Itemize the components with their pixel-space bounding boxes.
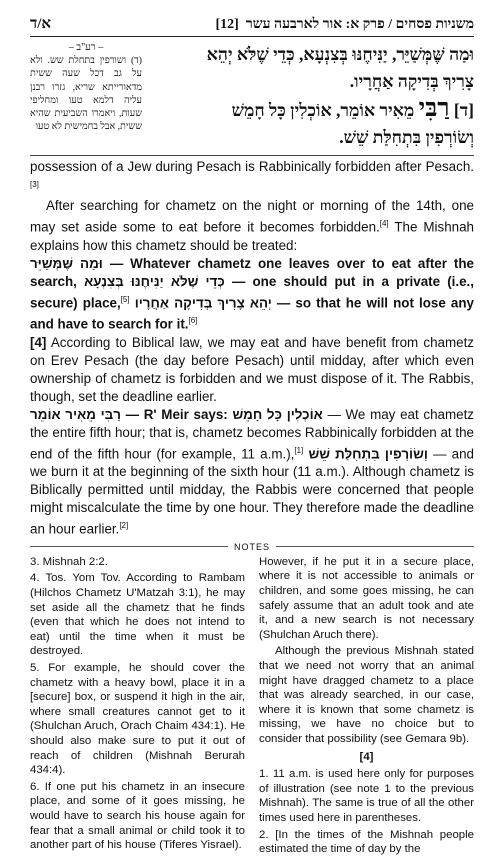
p3-heb-2: כְּדֵי שֶׁלֹּא (170, 273, 225, 289)
hebrew-block (30, 41, 474, 151)
mishnah-line-3 (150, 95, 474, 124)
p5-heb-2: אוֹכְלִין כָּל חָמֵשׁ (232, 406, 323, 422)
p5-t2: — We may eat chametz the entire fifth hour; that is, chametz becomes Rabbinically forbidden at the end of the fifth hour (for example, 11 a.m.), (30, 406, 474, 462)
p5-t3: — and we burn it at the beginning of the sixth hour (11 a.m.). Although chametz is Biblically permitted until midday, the Rabbis were concerned that people might miscalculate the time by one hour. They therefore made the deadline an hour earlier. (30, 446, 474, 537)
notes-section-label: [4] (359, 750, 374, 763)
notes-line-right (276, 546, 474, 547)
running-header (30, 16, 474, 37)
p1-text: possession of a Jew during Pesach is Rabbinically forbidden after Pesach. (30, 159, 474, 174)
p2-text-b: The Mishnah explains how this chametz should be treated: (30, 219, 474, 253)
mishnah-line-2: צָרִיךְ בְּדִיקָה אַחֲרָיו. (349, 71, 474, 91)
note: 2. [In the times of the Mishnah people estimated the time of day by the (259, 828, 474, 856)
raavad-commentary (30, 41, 142, 151)
page-number: [12] (215, 17, 239, 32)
p2-text-a: After searching for chametz on the night or morning of the 14th, one may set aside some to eat before it becomes forbidden. (30, 198, 474, 235)
chapter-mark: א/ד (30, 16, 52, 32)
note: 6. If one put his chametz in an insecure place, and some of it goes missing, he would have to search his house again for fear that a small animal or child took it to another part of his house (Tiferes Yisrael). (30, 780, 245, 852)
mishnah-line-4: וְשׂוֹרְפִין בִּתְחִלַּת שֵׁשׁ. (339, 127, 474, 147)
p3-t2: — one should put in a private (i.e., secure) place, (30, 273, 474, 311)
p3-t4: — so that he will not lose any and have to search for it. (30, 295, 474, 332)
notes-line-left (30, 546, 228, 547)
note: 3. Mishnah 2:2. (30, 555, 108, 568)
note: 5. For example, he should cover the chametz with a heavy bowl, place it in a [secure] box, or suspend it high in the air, where small creatures cannot get to it (Shulchan Aruch, Orach Chaim 434:1). He should also make sure to put it out of reach of children (Mishnah Berurah 434:4). (30, 661, 245, 777)
p3-heb-1: וּמַה שֶּׁמְּשַׁיֵּר (30, 255, 103, 271)
p3-sup-1: [5] (120, 294, 130, 304)
note: Although the previous Mishnah stated that we need not worry that an animal might have dragged chametz to a place that was already searched, in our case, where it is known that some chametz is missing, we have no choice but to consider that possibility (see Gemara 9b). (259, 645, 474, 745)
mishnah-line-1: וּמַה שֶּׁמְּשַׁיֵּר, יַנִּיחֶנּוּ בְּצִנְעָא, כְּדֵי שֶׁלֹּא יְהֵא (206, 44, 474, 64)
translation (30, 155, 474, 539)
notes-label: NOTES (234, 541, 271, 552)
p3-heb-4: יְהֵא צָרִיךְ בְּדִיקָה אַחֲרָיו (134, 295, 272, 311)
p4-text: According to Biblical law, we may eat and have benefit from chametz on Erev Pesach (the day before Pesach) until midday, after which even ownership of chametz is forbidden and we must dispose of it. The Rabbis, though, set the deadline earlier. (30, 334, 474, 404)
mishnah-line-3-text: מֵאִיר אוֹמֵר, אוֹכְלִין כָּל חָמֵשׁ (231, 100, 415, 120)
p3-t1: — Whatever chametz one leaves over to eat after the search, (30, 255, 475, 289)
translation-p2 (30, 197, 474, 254)
running-title (216, 17, 475, 33)
notes-right-column (259, 555, 474, 859)
raavad-label: – רע"ב – (68, 42, 104, 53)
p5-heb-3: וְשׂוֹרְפִין בִּתְחִלַּת שֵׁשׁ (308, 446, 428, 462)
translation-p1 (30, 158, 474, 197)
notes-left-column (30, 555, 245, 859)
note: 4. Tos. Yom Tov. According to Rambam (Hilchos Chametz U'Matzah 3:1), he may set aside all the chametz that he finds (even that which he does not intend to eat) until the time when it must be destroyed. (30, 572, 245, 658)
p1-sup: [3] (30, 180, 39, 189)
notes (30, 555, 474, 859)
p3-sup-2: [6] (188, 316, 198, 326)
p5-sup-1: [1] (294, 445, 304, 455)
note: 1. 11 a.m. is used here only for purposes of illustration (see note 1 to the previous Mishnah). The same is true of all the other times used here in parentheses. (259, 768, 474, 824)
p3-heb-3: יַנִּיחֶנּוּ בְּצִנְעָא (84, 273, 164, 289)
mishnah-section-label: [ד] (453, 100, 474, 120)
p5-t1: — R' Meir says: (120, 406, 233, 422)
mishnah-big-word: רַבִּי (418, 95, 450, 122)
translation-p3 (30, 255, 474, 334)
running-title-text: משניות פסחים / פרק א: אור לארבעה עשר (245, 17, 474, 32)
p2-sup: [4] (379, 219, 389, 229)
p4-label: [4] (30, 334, 47, 350)
notes-divider (30, 542, 474, 552)
p5-heb-1: רַבִּי מֵאִיר אוֹמֵר (30, 406, 121, 422)
raavad-text: (ד) ושורפין בתחלת שש. ולא על גב דכל שעה ששית מדאורייתא שריא, גזרו רבנן עליה דלמא טעו ומחליפי שעות, ויאמרו השביעית שהיא ששית, אבל בחמישית לא טעו (30, 55, 142, 133)
translation-p4 (30, 334, 474, 406)
translation-p5 (30, 406, 474, 539)
p5-sup-2: [2] (119, 521, 129, 531)
mishnah-hebrew (150, 41, 474, 151)
note: However, if he put it in a secure place, where it is not accessible to animals or children, and some goes missing, he can safely assume that an adult took and ate it, and a new search is not necessary (Shulchan Aruch there). (259, 555, 474, 641)
